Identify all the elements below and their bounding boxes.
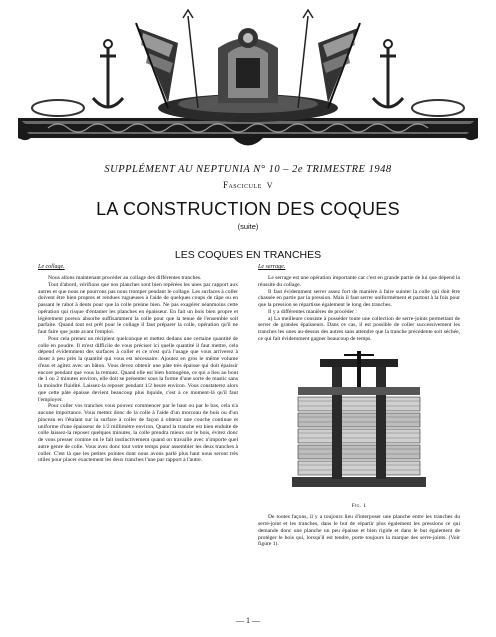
paragraph: Pour cela prenez un récipient quelconque et mettez dedans une certaine quantité de colle en poudre. Il m'est difficile de vous préciser ici quelle quantité il faut mettre, cela dépend évidemment des surfaces à coller et ce n'est qu'à l'usage que vous arriverez à doser à peu près la quantité qui vous est nécessaire. Ajoutez en gros le même volume d'eau et agitez avec un bâton. Vous devez obtenir une pâte très épaisse qui doit épaissir encore pendant que vous la remuez. Quand elle est bien homogène, ce qui a lieu au bout de 1 ou 2 minutes environ, elle doit se présenter sous la forme d'une sorte de mastic sans la moindre fluidité. Laissez-la reposer pendant 1/2 heure environ. Vous constaterez alors que cette pâte épaisse devient beaucoup plus liquide, c'est à ce moment-là qu'il faut l'employer. — [38, 335, 238, 403]
page-number: — 1 — — [236, 616, 260, 625]
figure-caption-number: 1 — [363, 502, 367, 509]
supplement-line: SUPPLÉMENT AU NEPTUNIA N° 10 – 2e TRIMESTRE 1948 — [104, 164, 392, 175]
right-column-heading: Le serrage. — [258, 264, 286, 270]
right-column — [258, 264, 460, 548]
paragraph: a) La meilleure consiste à posséder toute une collection de serre-joints permettant de serrer de grandes épaisseurs. Dans ce cas, il est possible de coller successivement les tranches les unes au-dessus des autres sans attendre que la tranche précédente soit séchée, ce qui fait évidemment gagner beaucoup de temps. — [258, 315, 460, 342]
fascicule-number: V — [266, 181, 274, 190]
paragraph: Tout d'abord, vérifions que nos planches sont bien repérées les unes par rapport aux autres et que nous ne pourrons pas nous tromper pendant le collage. Les surfaces à coller doivent être bien propres et rendues rugueuses à l'aide de quelques coups de râpe ou en passant le rabot à dents pour que la colle prenne bien. Ne pas exagérer néanmoins cette opération qui risque d'entamer les planches en épaisseur. En fait un bois bien propre et légèrement poreux absorbe suffisamment la colle pour que la tenue de l'ensemble soit parfaite. Quand tout est prêt pour le collage il faut préparer la colle, opération qu'il ne faut faire que juste avant l'emploi. — [38, 281, 238, 335]
left-column — [38, 264, 238, 464]
clamp-illustration-image — [284, 351, 434, 501]
paragraph: Il y a différentes manières de procéder : — [268, 308, 357, 315]
paragraph: Le serrage est une opération importante car c'est en grande partie de lui que dépend la réussite du collage. — [258, 275, 460, 288]
paragraph: De toutes façons, il y a toujours lieu d'interposer une planche entre les tranches du serre-joint et les tranches, dans le but de répartir plus également les pressions ce qui demande donc une planche un peu épaisse et bien rigide et dans le but également de protéger le bois qui, lorsqu'il est tendre, porte toujours la marque des serre-joints. (Voir figure 1). — [258, 514, 460, 548]
article-title: LA CONSTRUCTION DES COQUES — [96, 199, 400, 219]
figure-caption — [258, 503, 460, 510]
paragraph: Il faut évidemment serrer assez fort de manière à faire suinter la colle qui doit être chassée en partie par la pression. Mais il faut serrer uniformément et partout à la fois pour que la pression se répartisse également le long des tranches. — [258, 288, 460, 308]
fascicule-line — [0, 180, 496, 190]
fascicule-label: Fascicule — [222, 180, 262, 190]
nautical-ornament-header-image — [18, 8, 478, 158]
paragraph: Nous allons maintenant procéder au collage des différentes tranches. — [48, 275, 202, 281]
left-column-heading: Le collage. — [38, 264, 65, 270]
section-title: LES COQUES EN TRANCHES — [174, 249, 322, 261]
clamp-figure — [284, 351, 434, 501]
figure-caption-label: Fig. — [351, 502, 362, 509]
article-subtitle: (suite) — [237, 222, 259, 231]
paragraph: Pour coller vos tranches vous pouvez commencer par le haut ou par le bas, cela n'a aucune importance. Vous mettez donc de la colle à l'aide d'un morceau de bois ou d'un pinceau en l'étalant sur la surface à coller de façon à obtenir une couche continue et uniforme d'une épaisseur de 1/2 millimètre environ. Quand la tranche est bien enduite de colle laissez-la reposer quelques minutes, la colle prendra mieux sur le bois, évitez donc de vous presser comme on le fait instinctivement quand on travaille avec n'importe quel autre genre de colle. Vous avez donc tout votre temps pour assembler les deux tranches à coller. C'est là que les petites pointes dont nous avons parlé plus haut nous seront très utiles pour placer exactement les deux tranches l'une par rapport à l'autre. — [38, 403, 238, 464]
